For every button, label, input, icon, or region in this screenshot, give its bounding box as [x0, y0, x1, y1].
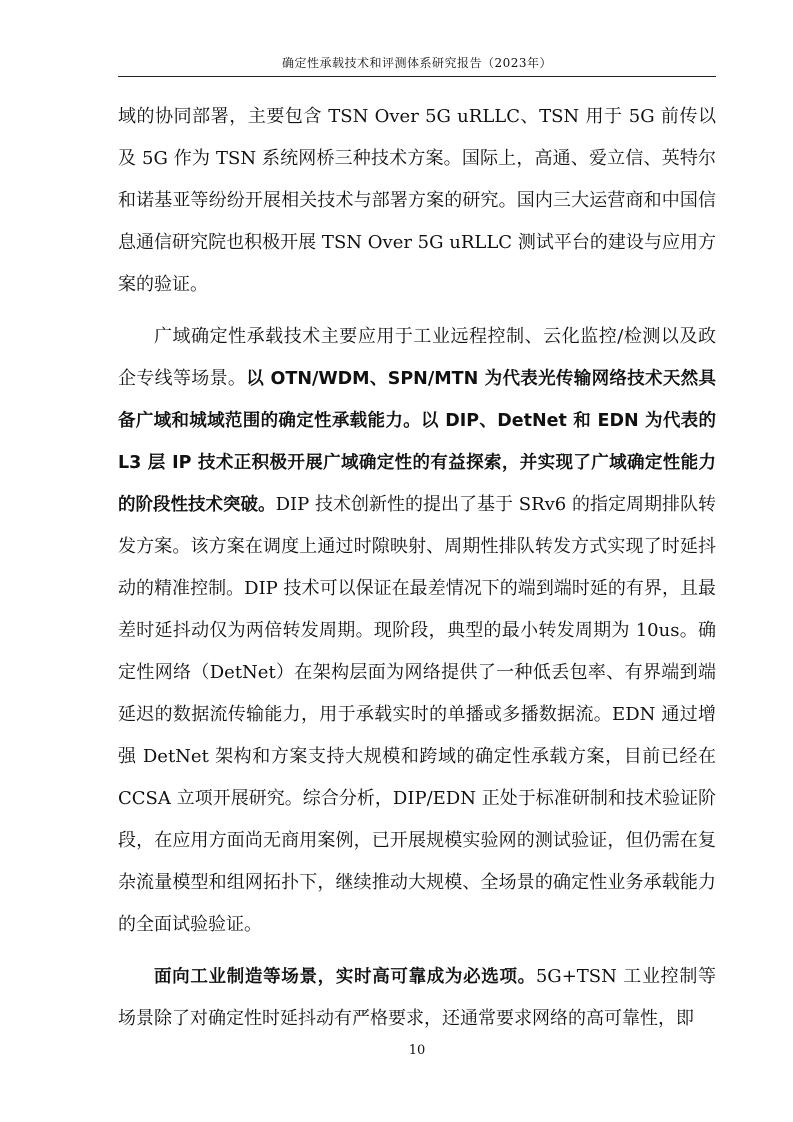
paragraph-bold-text: 以 OTN/WDM、SPN/MTN 为代表光传输网络技术天然具备广域和城域范围的确定性承载能力。以 DIP、DetNet 和 EDN 为代表的 L3 层 IP 技术正积极开展广域确定性的有益探索，并实现了广域确定性能力的阶段性技术突破。: [118, 369, 716, 515]
body-text: [118, 96, 716, 1040]
running-header: 确定性承载技术和评测体系研究报告（2023年）: [281, 56, 553, 70]
paragraph-wide-area: [118, 316, 716, 946]
paragraph-body-text: 5G+TSN 工业控制等场景除了对确定性时延抖动有严格要求，还通常要求网络的高可靠性，即: [118, 966, 716, 1029]
paragraph-lead-text: 广域确定性承载技术主要应用于工业远程控制、云化监控/检测以及政企专线等场景。: [118, 326, 716, 389]
paragraph-gap: [118, 946, 716, 956]
paragraph-industrial: [118, 956, 716, 1040]
paragraph-gap: [118, 306, 716, 316]
paragraph-tsn-5g: 域的协同部署，主要包含 TSN Over 5G uRLLC、TSN 用于 5G 前传以及 5G 作为 TSN 系统网桥三种技术方案。国际上，高通、爱立信、英特尔和诺基亚等纷纷开展相关技术与部署方案的研究。国内三大运营商和中国信息通信研究院也积极开展 TSN Over 5G uRLLC 测试平台的建设与应用方案的验证。: [118, 106, 716, 295]
page-number: 10: [408, 1043, 426, 1058]
paragraph-bold-text: 面向工业制造等场景，实时高可靠成为必选项。: [154, 967, 536, 987]
paragraph-body-text: DIP 技术创新性的提出了基于 SRv6 的指定周期排队转发方案。该方案在调度上通过时隙映射、周期性排队转发方式实现了时延抖动的精准控制。DIP 技术可以保证在最差情况下的端到端时延的有界，且最差时延抖动仅为两倍转发周期。现阶段，典型的最小转发周期为 10us。确定性网络（DetNet）在架构层面为网络提供了一种低丢包率、有界端到端延迟的数据流传输能力，用于承载实时的单播或多播数据流。EDN 通过增强 DetNet 架构和方案支持大规模和跨域的确定性承载方案，目前已经在 CCSA 立项开展研究。综合分析，DIP/EDN 正处于标准研制和技术验证阶段，在应用方面尚无商用案例，已开展规模实验网的测试验证，但仍需在复杂流量模型和组网拓扑下，继续推动大规模、全场景的确定性业务承载能力的全面试验验证。: [118, 494, 717, 935]
header-rule: [118, 76, 716, 77]
